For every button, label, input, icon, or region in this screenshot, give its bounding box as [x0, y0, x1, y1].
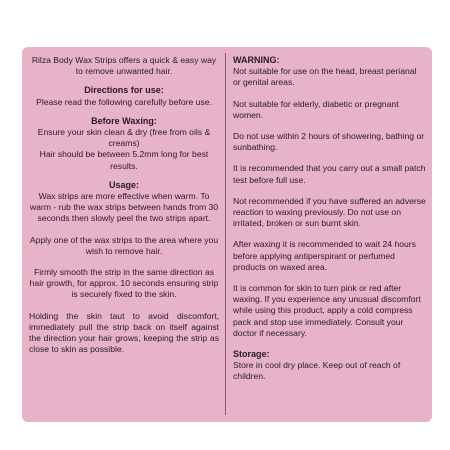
- warning-item-3: Do not use within 2 hours of showering, bathing or sunbathing.: [233, 131, 425, 153]
- column-divider: [225, 53, 226, 415]
- storage-text: Store in cool dry place. Keep out of reach of children.: [233, 360, 401, 382]
- warning-item-7: It is common for skin to turn pink or red after waxing. If you experience any unusual discomfort while using this product, apply a cold compress pack and stop use immediately. Consult your doctor if necessary.: [233, 283, 421, 338]
- right-column: [233, 55, 426, 383]
- directions-heading: Directions for use:: [84, 85, 164, 96]
- usage-step-4: Holding the skin taut to avoid discomfort, immediately pull the strip back on itself against the direction your hair grows, keeping the strip as close to skin as possible.: [29, 310, 219, 355]
- before-waxing-text-2: Hair should be between 5.2mm long for best results.: [39, 149, 209, 171]
- before-waxing-heading: Before Waxing:: [91, 115, 157, 126]
- warning-item-6: After waxing it is recommended to wait 24 hours before applying antiperspirant or perfumed products on waxed area.: [233, 239, 416, 272]
- usage-step-2: Apply one of the wax strips to the area where you wish to remove hair.: [29, 234, 219, 256]
- intro-text: Rilza Body Wax Strips offers a quick & easy way to remove unwanted hair.: [31, 55, 217, 77]
- storage-heading: Storage:: [233, 349, 270, 360]
- left-column: [29, 55, 219, 355]
- warning-item-4: It is recommended that you carry out a small patch test before full use.: [233, 163, 426, 185]
- usage-step-1: Wax strips are more effective when warm. To warm - rub the wax strips between hands from 30 seconds then slowly peel the two strips apart.: [29, 191, 219, 224]
- usage-step-3: Firmly smooth the strip in the same direction as hair growth, for approx. 10 seconds ensuring strip is securely fixed to the skin.: [29, 267, 219, 300]
- instruction-card: [22, 47, 432, 422]
- warning-heading: WARNING:: [233, 55, 280, 65]
- usage-heading: Usage:: [108, 179, 139, 190]
- warning-item-5: Not recommended if you have suffered an adverse reaction to waxing previously. Do not use on irritated, broken or sun burnt skin.: [233, 195, 426, 229]
- directions-text: Please read the following carefully before use.: [36, 96, 212, 107]
- before-waxing-text-1: Ensure your skin clean & dry (free from oils & creams): [37, 127, 211, 149]
- warning-item-1: Not suitable for use on the head, breast perianal or genital areas.: [233, 66, 417, 88]
- warning-item-2: Not suitable for elderly, diabetic or pregnant women.: [233, 98, 399, 120]
